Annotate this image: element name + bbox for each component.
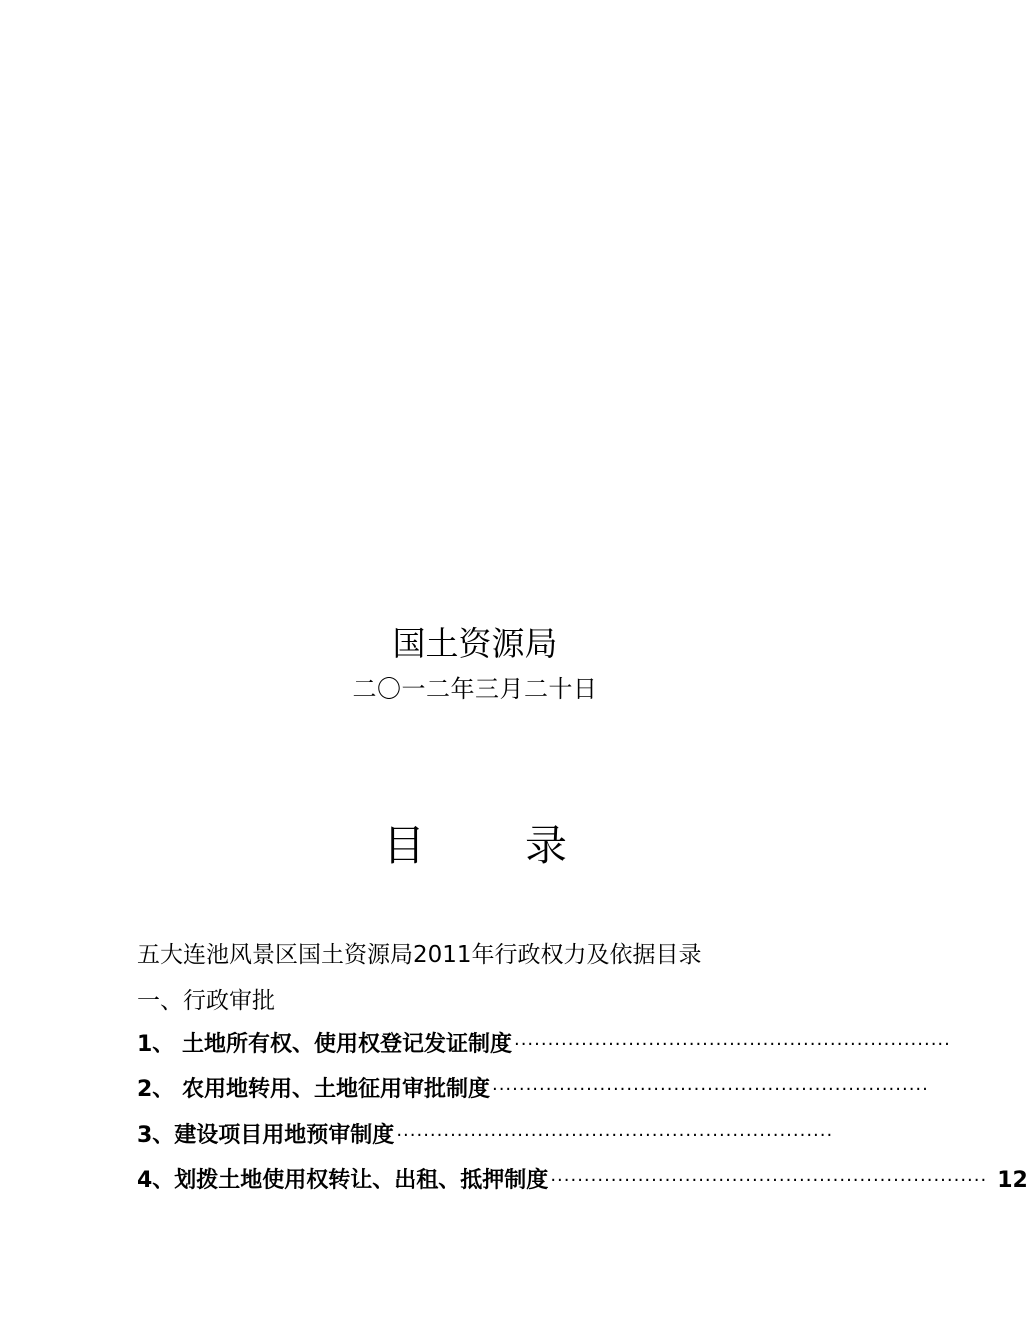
toc-subtitle: 五大连池风景区国土资源局2011年行政权力及依据目录 bbox=[137, 942, 702, 968]
toc-entry[interactable] bbox=[137, 1073, 929, 1107]
toc-dot-leader: ································································· bbox=[491, 1079, 929, 1100]
toc-entry[interactable] bbox=[137, 1164, 1028, 1198]
toc-entry-page: 12 bbox=[997, 1168, 1028, 1193]
toc-entry-label: 4、划拨土地使用权转让、出租、抵押制度 bbox=[137, 1168, 549, 1193]
toc-section-heading: 一、行政审批 bbox=[137, 988, 275, 1014]
issuer-name: 国土资源局 bbox=[392, 624, 558, 663]
toc-dot-leader: ································································· bbox=[396, 1125, 834, 1146]
toc-entry-label: 2、 农用地转用、土地征用审批制度 bbox=[137, 1077, 490, 1102]
toc-entry-label: 3、建设项目用地预审制度 bbox=[137, 1123, 395, 1148]
toc-entry[interactable] bbox=[137, 1028, 951, 1062]
toc-dot-leader: ································································· bbox=[550, 1170, 988, 1191]
toc-entry-label: 1、 土地所有权、使用权登记发证制度 bbox=[137, 1032, 512, 1057]
toc-title bbox=[0, 818, 950, 874]
toc-dot-leader: ································································· bbox=[513, 1034, 951, 1055]
toc-title-part1: 目 bbox=[382, 821, 425, 870]
toc-title-part2: 录 bbox=[525, 821, 568, 870]
toc-entry[interactable] bbox=[137, 1119, 857, 1153]
issue-date: 二〇一二年三月二十日 bbox=[352, 675, 598, 703]
